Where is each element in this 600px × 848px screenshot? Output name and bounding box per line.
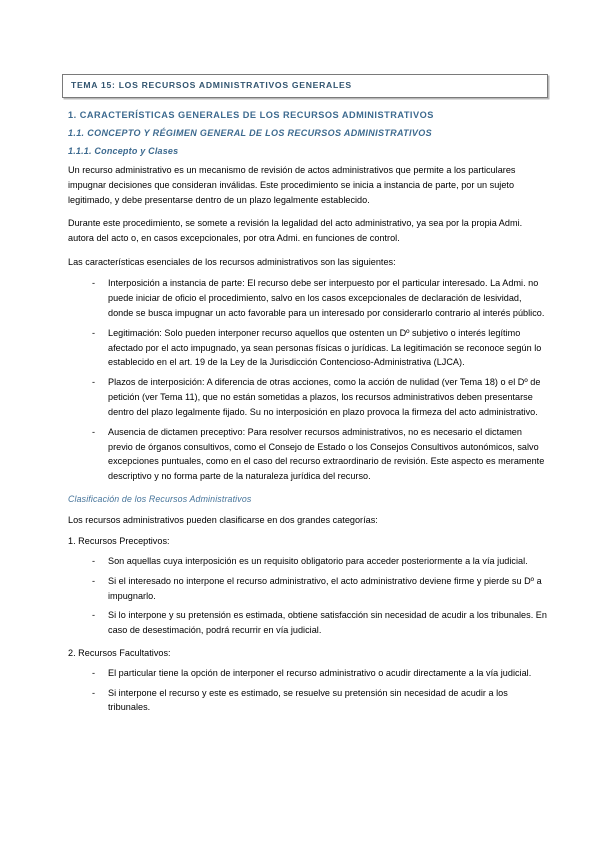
characteristics-list — [62, 276, 548, 484]
list-item-text: Interposición a instancia de parte: El recurso debe ser interpuesto por el particular interesado. La Admi. no puede iniciar de oficio el procedimiento, salvo en los casos excepcionales de declaración de lesividad, donde se busca impugnar un acto favorable para un interesado por considerarlo contrario al interés público. — [108, 278, 545, 319]
section-heading-1-1-1: 1.1.1. Concepto y Clases — [68, 146, 179, 157]
list-item-text: Legitimación: Solo pueden interponer recurso aquellos que ostenten un Dº subjetivo o interés legítimo afectado por el acto impugnado, ya sean personas físicas o jurídicas. La legitimación se reconoce según lo establecido en el art. 19 de la Ley de la Jurisdicción Contencioso-Administrativa (LJCA). — [108, 327, 542, 368]
list-item-text: El particular tiene la opción de interponer el recurso administrativo o acudir directamente a la vía judicial. — [108, 667, 532, 678]
facultativos-list-block — [62, 666, 548, 715]
dash-bullet-icon: - — [92, 555, 96, 566]
paragraph-concepto-definicion: Un recurso administrativo es un mecanismo de revisión de actos administrativos que permite a los particulares impugnar decisiones que consideran inválidas. Este procedimiento se inicia a instancia de parte, por un sujeto legitimado, y debe presentarse dentro de un plazo legalmente establecido. — [68, 165, 516, 205]
subheading-clasificacion: Clasificación de los Recursos Administrativos — [68, 493, 252, 504]
list-item-text: Plazos de interposición: A diferencia de otras acciones, como la acción de nulidad (ver Tema 18) o el Dº de petición (ver Tema 11), que no están sometidas a plazos, los recursos administrativos deben presentarse dentro del plazo legalmente fijado. Su no interposición en plazo provoca la firmeza del acto administrativo. — [108, 377, 541, 417]
section-heading-1: 1. CARACTERÍSTICAS GENERALES DE LOS RECURSOS ADMINISTRATIVOS — [68, 110, 434, 121]
dash-bullet-icon: - — [92, 377, 96, 388]
list-item-text: Si el interesado no interpone el recurso administrativo, el acto administrativo deviene firme y pierde su Dº a impugnarlo. — [108, 575, 542, 601]
list-item — [62, 375, 548, 419]
category-label-facultativos: 2. Recursos Facultativos: — [68, 648, 171, 658]
paragraph-revision-legalidad: Durante este procedimiento, se somete a revisión la legalidad del acto administrativo, ya sea por la propia Admi. autora del acto o, en casos excepcionales, por otra Admi. en funciones de control. — [68, 218, 523, 243]
document-title-box — [62, 74, 548, 98]
section-heading-1-1: 1.1. CONCEPTO Y RÉGIMEN GENERAL DE LOS RECURSOS ADMINISTRATIVOS — [68, 128, 432, 139]
facultativos-list — [62, 666, 548, 715]
dash-bullet-icon: - — [92, 327, 96, 338]
dash-bullet-icon: - — [92, 610, 96, 621]
list-item — [62, 666, 548, 681]
category-label-preceptivos: 1. Recursos Preceptivos: — [68, 536, 170, 547]
dash-bullet-icon: - — [92, 687, 96, 698]
list-item — [62, 574, 548, 604]
paragraph-clasificacion-intro: Los recursos administrativos pueden clasificarse en dos grandes categorías: — [68, 514, 378, 525]
list-item — [62, 425, 548, 484]
list-item-text: Si interpone el recurso y este es estimado, se resuelve su pretensión sin necesidad de acudir a los tribunales. — [108, 687, 508, 713]
list-item-text: Ausencia de dictamen preceptivo: Para resolver recursos administrativos, no es necesario el dictamen previo de órganos consultivos, como el Consejo de Estado o los Consejos Consultivos autonómicos, salvo excepciones puntuales, como en el caso del recurso extraordinario de revisión. Este aspecto es meramente descriptivo y no forma parte de la naturaleza jurídica del recurso. — [108, 426, 545, 482]
list-item-text: Si lo interpone y su pretensión es estimada, obtiene satisfacción sin necesidad de acudir a los tribunales. En caso de desestimación, podrá recurrir en vía judicial. — [108, 610, 547, 636]
list-item — [62, 326, 548, 370]
dash-bullet-icon: - — [92, 575, 96, 586]
document-title: TEMA 15: LOS RECURSOS ADMINISTRATIVOS GENERALES — [71, 80, 352, 90]
list-item — [62, 686, 548, 716]
preceptivos-list-block — [62, 554, 548, 638]
preceptivos-list — [62, 554, 548, 638]
paragraph-caracteristicas-intro: Las características esenciales de los recursos administrativos son las siguientes: — [68, 256, 396, 267]
dash-bullet-icon: - — [92, 667, 96, 678]
list-item-text: Son aquellas cuya interposición es un requisito obligatorio para acceder posteriormente a la vía judicial. — [108, 555, 528, 566]
list-item — [62, 276, 548, 320]
dash-bullet-icon: - — [92, 426, 96, 437]
dash-bullet-icon: - — [92, 278, 96, 289]
list-item — [62, 554, 548, 569]
characteristics-list-block — [62, 276, 548, 484]
list-item — [62, 608, 548, 638]
